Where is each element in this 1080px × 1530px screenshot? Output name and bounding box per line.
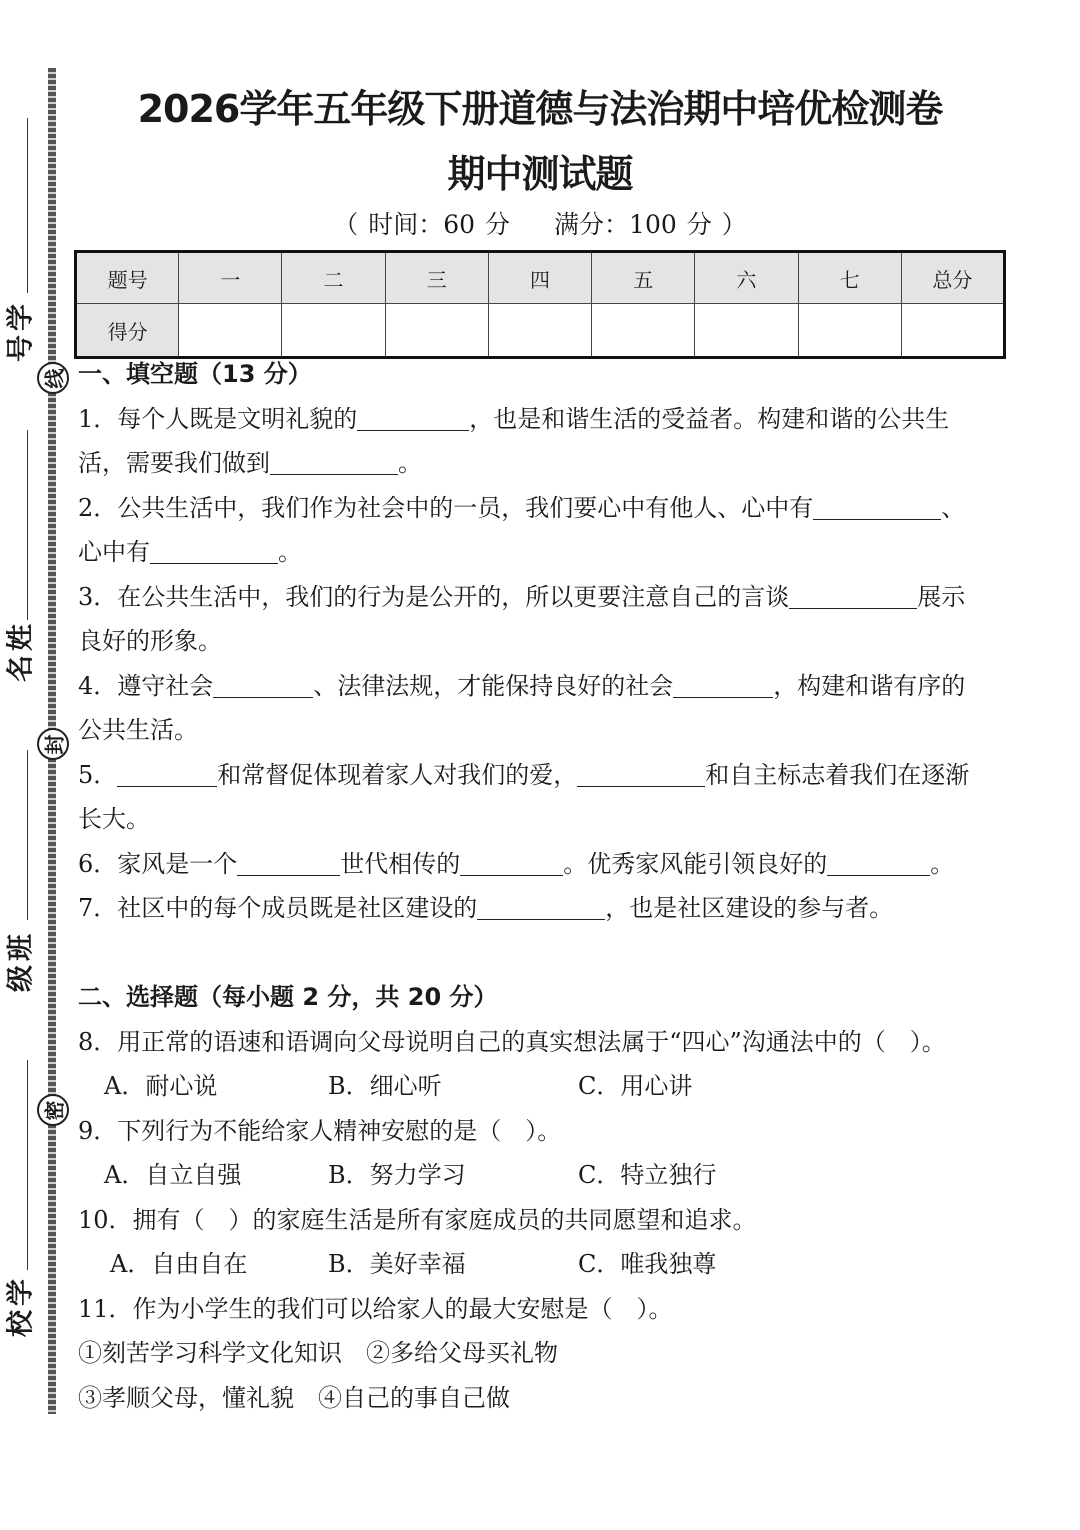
side-label-char: 号 <box>5 335 37 362</box>
score-input-cell[interactable] <box>901 304 1004 358</box>
exam-title: 2026学年五年级下册道德与法治期中培优检测卷 <box>137 87 943 131</box>
answer-blank[interactable] <box>150 533 278 564</box>
score-table-cell: 四 <box>488 252 591 304</box>
question-1-line2: 活，需要我们做到 。 <box>78 441 1008 486</box>
question-3-line1: 3．在公共生活中，我们的行为是公开的，所以更要注意自己的言谈 展示 <box>78 575 1008 620</box>
exam-info <box>0 205 1080 241</box>
score-table-cell: 五 <box>592 252 695 304</box>
answer-blank[interactable] <box>789 578 917 609</box>
option-b[interactable]: B．细心听 <box>328 1072 442 1100</box>
name-label <box>4 620 38 686</box>
question-9-options <box>78 1153 1008 1198</box>
score-input-cell[interactable] <box>798 304 901 358</box>
answer-blank[interactable] <box>577 756 705 787</box>
seal-mi: 密 <box>37 1094 69 1126</box>
question-2-line1: 2．公共生活中，我们作为社会中的一员，我们要心中有他人、心中有 、 <box>78 486 1008 531</box>
section2-heading: 二、选择题（每小题 2 分，共 20 分） <box>78 983 498 1011</box>
score-table-cell: 三 <box>385 252 488 304</box>
option-a[interactable]: A．自立自强 <box>104 1161 242 1189</box>
seal-xian: 线 <box>37 362 69 394</box>
school-rule <box>27 1060 28 1270</box>
score-table-cell: 六 <box>695 252 798 304</box>
side-label-char: 名 <box>5 655 37 682</box>
school-label <box>4 1275 38 1341</box>
exam-time: （ 时间：60 分 <box>333 210 511 239</box>
question-4-line1: 4．遵守社会 、法律法规，才能保持良好的社会 ，构建和谐有序的 <box>78 664 1008 709</box>
name-rule <box>27 430 28 620</box>
answer-blank[interactable] <box>477 889 605 920</box>
question-11: 11．作为小学生的我们可以给家人的最大安慰是（ ）。 <box>78 1294 673 1323</box>
question-5-line2: 长大。 <box>78 805 150 833</box>
answer-blank[interactable] <box>237 845 340 876</box>
option-a[interactable]: A．自由自在 <box>110 1250 248 1278</box>
answer-blank[interactable] <box>357 400 469 431</box>
question-9: 9．下列行为不能给家人精神安慰的是（ ）。 <box>78 1116 562 1145</box>
question-3-line2: 良好的形象。 <box>78 627 222 655</box>
question-6: 6．家风是一个 世代相传的 。优秀家风能引领良好的 。 <box>78 842 1008 887</box>
answer-blank[interactable] <box>460 845 563 876</box>
score-table-header-row <box>76 252 1005 304</box>
class-rule <box>27 750 28 920</box>
question-11-items-2: ③孝顺父母，懂礼貌 ④自己的事自己做 <box>78 1383 510 1412</box>
exam-content <box>78 352 1008 1420</box>
side-label-char: 学 <box>5 304 37 331</box>
score-table-score-row <box>76 304 1005 358</box>
score-input-cell[interactable] <box>179 304 282 358</box>
option-c[interactable]: C．用心讲 <box>578 1072 693 1100</box>
side-label-char: 校 <box>5 1310 37 1337</box>
score-input-cell[interactable] <box>488 304 591 358</box>
question-8: 8．用正常的语速和语调向父母说明自己的真实想法属于“四心”沟通法中的（ ）。 <box>78 1027 946 1056</box>
class-label <box>4 930 38 996</box>
score-input-cell[interactable] <box>592 304 695 358</box>
score-table <box>74 250 1006 359</box>
answer-blank[interactable] <box>270 444 398 475</box>
option-c[interactable]: C．特立独行 <box>578 1161 717 1189</box>
question-2-line2: 心中有 。 <box>78 530 1008 575</box>
side-label-char: 姓 <box>5 624 37 651</box>
side-label-char: 班 <box>5 934 37 961</box>
side-label-char: 级 <box>5 965 37 992</box>
score-row-label: 得分 <box>76 304 179 358</box>
student-id-label <box>4 300 38 366</box>
answer-blank[interactable] <box>827 845 930 876</box>
question-8-options <box>78 1064 1008 1109</box>
option-b[interactable]: B．美好幸福 <box>328 1250 466 1278</box>
option-b[interactable]: B．努力学习 <box>328 1161 466 1189</box>
seal-feng: 封 <box>37 728 69 760</box>
score-input-cell[interactable] <box>695 304 798 358</box>
answer-blank[interactable] <box>213 667 313 698</box>
exam-full-score: 满分：100 分 ） <box>554 210 747 239</box>
section1-heading: 一、填空题（13 分） <box>78 360 312 388</box>
question-4-line2: 公共生活。 <box>78 716 198 744</box>
question-5-line1: 5． 和常督促体现着家人对我们的爱， 和自主标志着我们在逐渐 <box>78 753 1008 798</box>
answer-blank[interactable] <box>117 756 217 787</box>
question-11-items-1: ①刻苦学习科学文化知识 ②多给父母买礼物 <box>78 1339 558 1367</box>
answer-blank[interactable] <box>813 489 941 520</box>
score-input-cell[interactable] <box>282 304 385 358</box>
score-table-cell: 总分 <box>901 252 1004 304</box>
side-label-char: 学 <box>5 1279 37 1306</box>
score-table-cell: 题号 <box>76 252 179 304</box>
score-table-cell: 七 <box>798 252 901 304</box>
question-10: 10．拥有（ ）的家庭生活是所有家庭成员的共同愿望和追求。 <box>78 1205 757 1234</box>
question-10-options <box>78 1242 1008 1287</box>
score-table-cell: 一 <box>179 252 282 304</box>
option-c[interactable]: C．唯我独尊 <box>578 1250 717 1278</box>
exam-subtitle: 期中测试题 <box>447 152 633 196</box>
score-table-cell: 二 <box>282 252 385 304</box>
score-input-cell[interactable] <box>385 304 488 358</box>
option-a[interactable]: A．耐心说 <box>104 1072 218 1100</box>
answer-blank[interactable] <box>673 667 773 698</box>
question-1-line1: 1．每个人既是文明礼貌的 ，也是和谐生活的受益者。构建和谐的公共生 <box>78 397 1008 442</box>
question-7: 7．社区中的每个成员既是社区建设的 ，也是社区建设的参与者。 <box>78 886 1008 931</box>
